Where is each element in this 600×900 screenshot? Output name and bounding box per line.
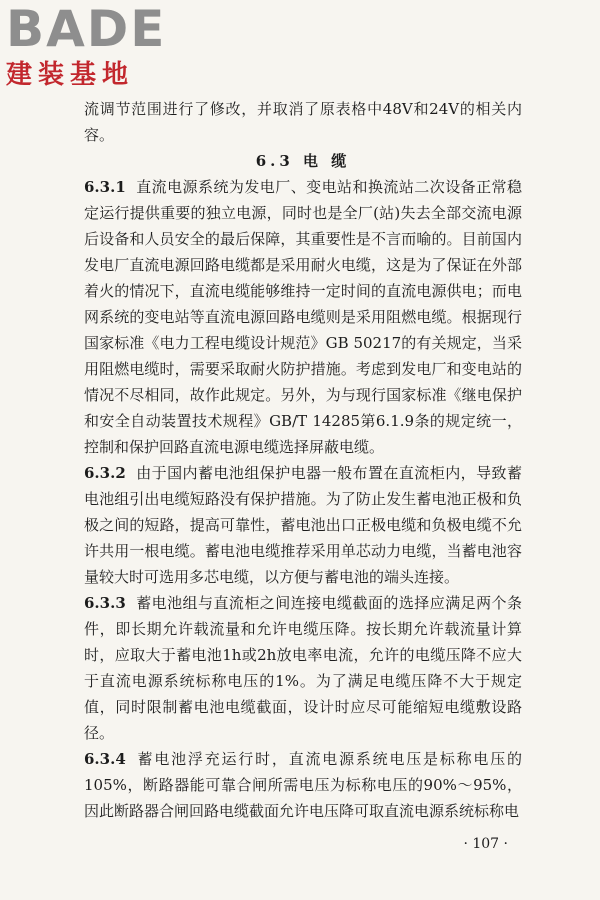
clause-paragraph — [84, 590, 522, 746]
clause-text: 由于国内蓄电池组保护电器一般布置在直流柜内，导致蓄电池组引出电缆短路没有保护措施。为了防止发生蓄电池正极和负极之间的短路，提高可靠性，蓄电池出口正极电缆和负极电缆不允许共用一根电缆。蓄电池电缆推荐采用单芯动力电缆，当蓄电池容量较大时可选用多芯电缆，以方便与蓄电池的端头连接。 — [84, 464, 522, 586]
watermark-tagline: 建装基地 — [6, 60, 135, 90]
clause-number: 6.3.4 — [84, 750, 126, 768]
clause-paragraph — [84, 460, 522, 590]
page-body — [84, 96, 522, 824]
clause-number: 6.3.1 — [84, 178, 126, 196]
clause-number: 6.3.3 — [84, 594, 126, 612]
watermark-logo — [6, 0, 176, 96]
clause-paragraph — [84, 174, 522, 460]
carry-over-paragraph: 流调节范围进行了修改，并取消了原表格中48V和24V的相关内容。 — [84, 100, 522, 144]
section-heading: 6.3 电 缆 — [255, 152, 351, 170]
page-number: · 107 · — [463, 836, 508, 852]
clause-paragraph — [84, 746, 522, 824]
clause-text: 蓄电池组与直流柜之间连接电缆截面的选择应满足两个条件，即长期允许载流量和允许电缆压降。按长期允许载流量计算时，应取大于蓄电池1h或2h放电率电流，允许的电缆压降不应大于直流电源系统标称电压的1%。为了满足电缆压降不大于规定值，同时限制蓄电池电缆截面，设计时应尽可能缩短电缆敷设路径。 — [84, 594, 522, 742]
clause-text: 蓄电池浮充运行时，直流电源系统电压是标称电压的105%，断路器能可靠合闸所需电压为标称电压的90%～95%，因此断路器合闸回路电缆截面允许电压降可取直流电源系统标称电 — [84, 750, 522, 820]
clause-text: 直流电源系统为发电厂、变电站和换流站二次设备正常稳定运行提供重要的独立电源，同时也是全厂(站)失去全部交流电源后设备和人员安全的最后保障，其重要性是不言而喻的。目前国内发电厂直流电源回路电缆都是采用耐火电缆，这是为了保证在外部着火的情况下，直流电缆能够维持一定时间的直流电源供电；而电网系统的变电站等直流电源回路电缆则是采用阻燃电缆。根据现行国家标准《电力工程电缆设计规范》GB 50217的有关规定，当采用阻燃电缆时，需要采取耐火防护措施。考虑到发电厂和变电站的情况不尽相同，故作此规定。另外，为与现行国家标准《继电保护和安全自动装置技术规程》GB/T 14285第6.1.9条的规定统一，控制和保护回路直流电源电缆选择屏蔽电缆。 — [84, 178, 522, 456]
watermark-logo-text: BADE — [6, 0, 167, 58]
clause-number: 6.3.2 — [84, 464, 126, 482]
